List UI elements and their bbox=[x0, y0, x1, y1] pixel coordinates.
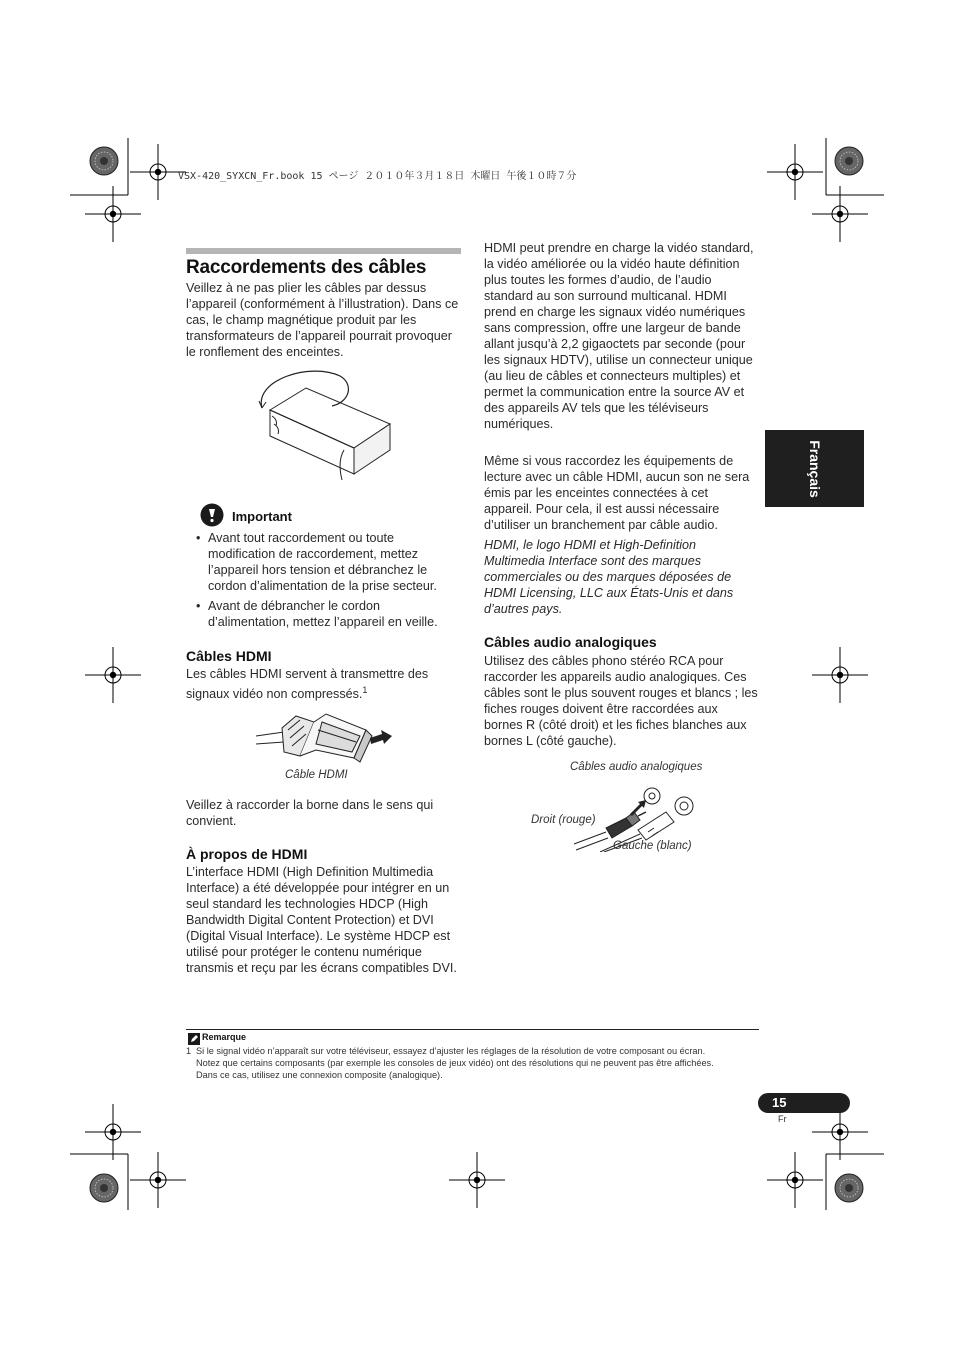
list-item: • Avant de débrancher le cordon d’alimentation, mettez l’appareil en veille. bbox=[196, 599, 438, 629]
footnote-label: Remarque bbox=[202, 1032, 247, 1042]
file-info-header: VSX-420_SYXCN_Fr.book 15 ページ ２０１０年３月１８日 木曜日 午後１０時７分 bbox=[178, 171, 577, 182]
page-number-badge bbox=[758, 1093, 850, 1113]
footnote-rule bbox=[186, 1029, 759, 1030]
intro-paragraph: Veillez à ne pas plier les câbles par dessus l’appareil (conformément à l’illustration). Dans ce cas, le champ magnétique produit par les transformateurs de l’appareil pourrait provoquer le ronflement des enceintes. bbox=[186, 281, 459, 359]
footnote-number: 1 bbox=[186, 1046, 192, 1056]
hdmi-text: Les câbles HDMI servent à transmettre des signaux vidéo non compressés. bbox=[186, 667, 429, 702]
hdmi-caption: Câble HDMI bbox=[285, 769, 348, 781]
hdmi-cable-illustration bbox=[256, 708, 396, 766]
important-list bbox=[186, 530, 462, 634]
page-title: Raccordements des câbles bbox=[186, 257, 427, 278]
label-right-red: Droit (rouge) bbox=[531, 814, 596, 826]
list-item-text: Avant tout raccordement ou toute modification de raccordement, mettez l’appareil hors tension et débranchez le cordon d’alimentation de la prise secteur. bbox=[208, 531, 437, 593]
footnote-line-3: Dans ce cas, utilisez une connexion composite (analogique). bbox=[196, 1070, 443, 1080]
hdmi-paragraph bbox=[186, 666, 462, 702]
hdmi-capabilities-paragraph: HDMI peut prendre en charge la vidéo standard, la vidéo améliorée ou la vidéo haute définition plus toutes les formes d’audio, de l’audio standard au son surround multicanal. HDMI prend en charge les signaux vidéo numériques sans compression, offre une largeur de bande allant jusqu’à 2,2 gigaoctets par seconde (pour les signaux HDTV), utilise un connecteur unique (au lieu de câbles et connecteurs multiples) et permet la communication entre la source AV et des appareils AV tels que les téléviseurs numériques. bbox=[484, 241, 754, 431]
footnote-body bbox=[186, 1045, 761, 1081]
about-hdmi-paragraph: L’interface HDMI (High Definition Multimedia Interface) a été développée pour intégrer en un seul standard les technologies HDCP (High Bandwidth Digital Content Protection) et DVI (Digital Visual Interface). Le système HDCP est utilisé pour protéger le contenu numérique transmis et reçu par les écrans compatibles DVI. bbox=[186, 865, 457, 975]
hdmi-note: Veillez à raccorder la borne dans le sens qui convient. bbox=[186, 798, 434, 828]
important-icon bbox=[200, 503, 224, 527]
trademark-paragraph: HDMI, le logo HDMI et High-Definition Multimedia Interface sont des marques commerciales ou des marques déposées de HDMI Licensing, LLC aux États-Unis et dans d’autres pays. bbox=[484, 538, 734, 616]
language-tab bbox=[765, 430, 864, 507]
list-item-text: Avant de débrancher le cordon d’alimentation, mettez l’appareil en veille. bbox=[208, 599, 438, 629]
footnote-line-2: Notez que certains composants (par exemple les consoles de jeux vidéo) ont des résolutions qui ne peuvent pas être affichées. bbox=[196, 1058, 714, 1068]
hdmi-audio-paragraph: Même si vous raccordez les équipements de lecture avec un câble HDMI, aucun son ne sera émis par les enceintes connectées à cet appareil. Pour cela, il est aussi nécessaire d’utiliser un branchement par câble audio. bbox=[484, 454, 750, 532]
pencil-icon bbox=[188, 1032, 200, 1044]
footnote-line bbox=[186, 1045, 761, 1057]
analog-audio-heading: Câbles audio analogiques bbox=[484, 634, 657, 650]
language-tab-label: Français bbox=[806, 439, 823, 498]
cable-bend-illustration bbox=[250, 368, 395, 480]
analog-audio-caption: Câbles audio analogiques bbox=[570, 761, 703, 773]
footnote-line-1: Si le signal vidéo n’apparaît sur votre téléviseur, essayez d’ajuster les réglages de la résolution de votre composant ou écran. bbox=[196, 1046, 706, 1056]
label-left-white: Gauche (blanc) bbox=[613, 840, 692, 852]
page-number: 15 bbox=[772, 1095, 787, 1110]
about-hdmi-heading: À propos de HDMI bbox=[186, 846, 308, 862]
footnote-ref: 1 bbox=[362, 685, 368, 695]
hdmi-heading: Câbles HDMI bbox=[186, 648, 272, 664]
page-language: Fr bbox=[778, 1114, 787, 1124]
important-label: Important bbox=[232, 509, 292, 524]
list-item: • Avant tout raccordement ou toute modification de raccordement, mettez l’appareil hors tension et débranchez le cordon d’alimentation de la prise secteur. bbox=[196, 531, 437, 593]
analog-audio-paragraph: Utilisez des câbles phono stéréo RCA pour raccorder les appareils audio analogiques. Ces câbles sont le plus souvent rouges et blancs ; les fiches rouges doivent être raccordées aux bornes R (côté droit) et les fiches blanches aux bornes L (côté gauche). bbox=[484, 654, 758, 748]
title-rule bbox=[186, 248, 461, 254]
